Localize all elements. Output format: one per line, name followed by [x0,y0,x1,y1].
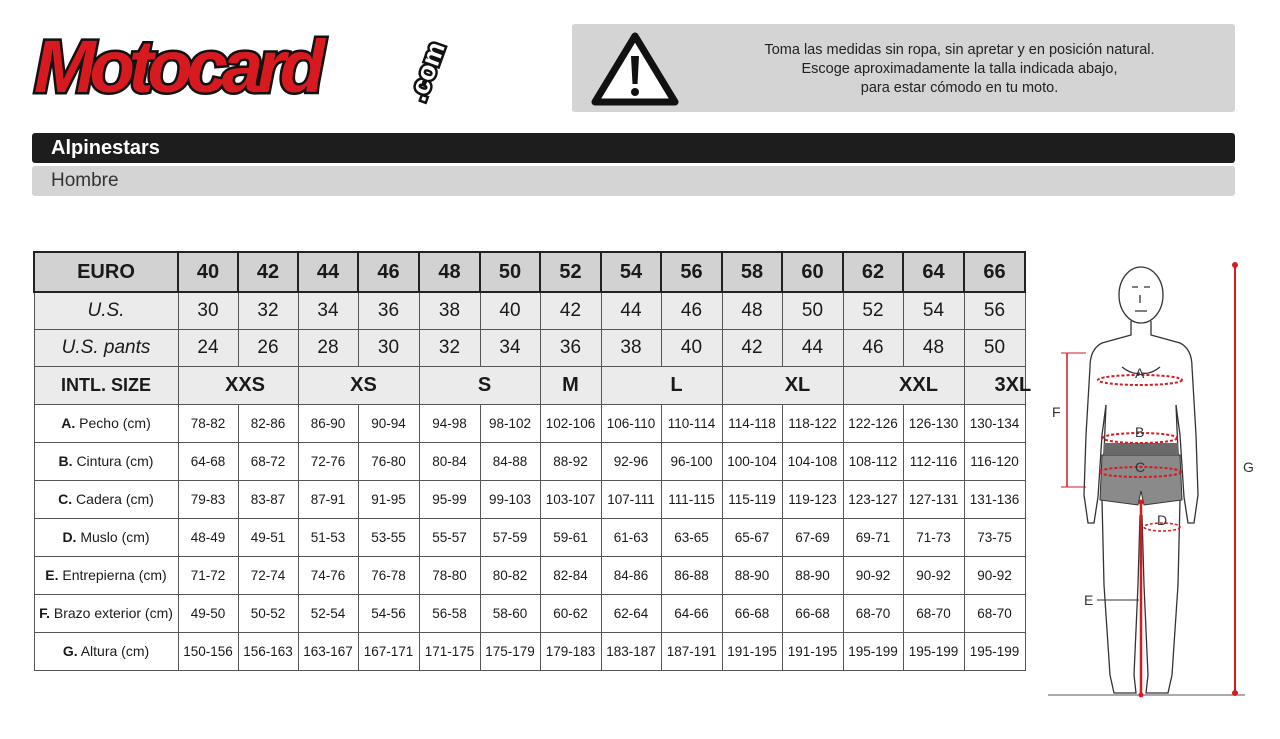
measurement-cell: 68-70 [843,594,903,632]
euro-cell: 52 [540,252,601,292]
measurement-cell: 57-59 [480,518,540,556]
measurement-cell: 96-100 [661,442,722,480]
measurement-cell: 79-83 [178,480,238,518]
us-cell: 42 [540,292,601,329]
row-label [34,594,178,632]
measurement-cell: 82-86 [238,404,298,442]
row-name: Pecho (cm) [79,415,151,431]
warning-icon [590,30,680,108]
measurement-cell: 76-80 [358,442,419,480]
measurement-cell: 195-199 [843,632,903,670]
measurement-cell: 103-107 [540,480,601,518]
us-cell: 54 [903,292,964,329]
measurement-cell: 150-156 [178,632,238,670]
size-chart-table [33,251,1032,671]
measurement-cell: 78-82 [178,404,238,442]
measurement-cell: 86-88 [661,556,722,594]
measurement-cell: 64-68 [178,442,238,480]
us-cell: 36 [358,292,419,329]
label-f: F [1052,404,1061,420]
intl-size-row [34,366,1025,404]
measurement-cell: 83-87 [238,480,298,518]
measurement-cell: 76-78 [358,556,419,594]
measurement-cell: 187-191 [661,632,722,670]
measurement-cell: 122-126 [843,404,903,442]
measurement-cell: 60-62 [540,594,601,632]
measurement-cell: 84-88 [480,442,540,480]
notice-line: Escoge aproximadamente la talla indicada abajo, [801,61,1118,77]
us-cell: 52 [843,292,903,329]
measurement-cell: 73-75 [964,518,1025,556]
measurement-cell: 50-52 [238,594,298,632]
measurement-cell: 98-102 [480,404,540,442]
row-label [34,480,178,518]
us-pants-cell: 40 [661,329,722,366]
measurement-row-arm [34,594,1025,632]
us-pants-cell: 50 [964,329,1025,366]
us-pants-cell: 24 [178,329,238,366]
us-cell: 38 [419,292,480,329]
measurement-cell: 65-67 [722,518,782,556]
measurement-cell: 48-49 [178,518,238,556]
measurement-cell: 131-136 [964,480,1025,518]
row-label: U.S. [34,292,178,329]
row-name: Brazo exterior (cm) [53,605,173,621]
euro-cell: 46 [358,252,419,292]
euro-cell: 42 [238,252,298,292]
us-cell: 44 [601,292,661,329]
measurement-cell: 171-175 [419,632,480,670]
measurement-cell: 110-114 [661,404,722,442]
notice-line: Toma las medidas sin ropa, sin apretar y en posición natural. [764,42,1155,58]
measurement-cell: 52-54 [298,594,358,632]
row-name: Muslo (cm) [80,529,150,545]
row-name: Entrepierna (cm) [62,567,167,583]
measurement-cell: 183-187 [601,632,661,670]
measurement-cell: 63-65 [661,518,722,556]
measurement-cell: 49-50 [178,594,238,632]
measurement-cell: 72-74 [238,556,298,594]
measurement-cell: 90-92 [903,556,964,594]
row-letter: B. [58,453,73,469]
measurement-cell: 167-171 [358,632,419,670]
measurement-cell: 55-57 [419,518,480,556]
measurement-cell: 92-96 [601,442,661,480]
euro-cell: 64 [903,252,964,292]
us-pants-cell: 26 [238,329,298,366]
us-cell: 34 [298,292,358,329]
us-pants-cell: 34 [480,329,540,366]
measurement-cell: 90-92 [964,556,1025,594]
measurement-cell: 104-108 [782,442,843,480]
euro-cell: 40 [178,252,238,292]
measurement-cell: 68-70 [903,594,964,632]
measurement-cell: 80-84 [419,442,480,480]
label-a: A [1135,365,1145,381]
measurement-cell: 88-92 [540,442,601,480]
us-pants-cell: 46 [843,329,903,366]
row-label [34,518,178,556]
measurement-row-chest [34,404,1025,442]
measurement-cell: 175-179 [480,632,540,670]
measurement-cell: 116-120 [964,442,1025,480]
measurement-cell: 51-53 [298,518,358,556]
euro-cell: 56 [661,252,722,292]
gender-subtitle: Hombre [32,166,1235,196]
euro-cell: 50 [480,252,540,292]
euro-cell: 60 [782,252,843,292]
measurement-cell: 59-61 [540,518,601,556]
row-label: INTL. SIZE [34,366,178,404]
measurement-cell: 119-123 [782,480,843,518]
label-c: C [1135,459,1146,475]
measurement-cell: 123-127 [843,480,903,518]
us-cell: 48 [722,292,782,329]
measurement-cell: 68-70 [964,594,1025,632]
us-row [34,292,1025,329]
us-pants-row [34,329,1025,366]
euro-cell: 48 [419,252,480,292]
measurement-cell: 69-71 [843,518,903,556]
measurement-cell: 72-76 [298,442,358,480]
us-pants-cell: 30 [358,329,419,366]
measurement-cell: 82-84 [540,556,601,594]
row-name: Cintura (cm) [76,453,154,469]
measurement-row-waist [34,442,1025,480]
us-cell: 50 [782,292,843,329]
intl-size-cell: XL [722,366,843,404]
intl-size-cell: XXL [843,366,964,404]
label-g: G [1243,459,1254,475]
measurement-cell: 195-199 [964,632,1025,670]
euro-row [34,252,1025,292]
measurement-cell: 118-122 [782,404,843,442]
intl-size-cell: 3XL [964,366,1025,404]
body-measurement-figure [1040,255,1280,705]
measurement-cell: 95-99 [419,480,480,518]
row-letter: G. [62,643,78,659]
measurement-cell: 53-55 [358,518,419,556]
row-letter: D. [62,529,77,545]
measurement-cell: 100-104 [722,442,782,480]
measurement-cell: 61-63 [601,518,661,556]
measurement-cell: 90-94 [358,404,419,442]
row-name: Altura (cm) [80,643,150,659]
measurement-cell: 179-183 [540,632,601,670]
measurement-cell: 56-58 [419,594,480,632]
row-label [34,556,178,594]
euro-cell: 54 [601,252,661,292]
measurement-cell: 108-112 [843,442,903,480]
us-pants-cell: 32 [419,329,480,366]
measurement-cell: 87-91 [298,480,358,518]
us-pants-cell: 48 [903,329,964,366]
measurement-cell: 94-98 [419,404,480,442]
measurement-cell: 68-72 [238,442,298,480]
us-pants-cell: 38 [601,329,661,366]
measurement-cell: 156-163 [238,632,298,670]
measurement-cell: 54-56 [358,594,419,632]
row-letter: E. [45,567,59,583]
row-label [34,442,178,480]
label-d: D [1157,512,1168,528]
label-e: E [1084,592,1094,608]
measurement-cell: 111-115 [661,480,722,518]
euro-cell: 66 [964,252,1025,292]
notice-text [712,41,1207,98]
us-cell: 32 [238,292,298,329]
measurement-cell: 78-80 [419,556,480,594]
measurement-cell: 90-92 [843,556,903,594]
measurement-cell: 66-68 [782,594,843,632]
measurement-cell: 64-66 [661,594,722,632]
measurement-cell: 71-72 [178,556,238,594]
measurement-cell: 58-60 [480,594,540,632]
measurement-cell: 86-90 [298,404,358,442]
measurement-cell: 112-116 [903,442,964,480]
brand-title: Alpinestars [32,133,1235,163]
row-label [34,404,178,442]
notice-line: para estar cómodo en tu moto. [860,80,1059,96]
intl-size-cell: S [419,366,540,404]
measurement-cell: 74-76 [298,556,358,594]
measurement-row-height [34,632,1025,670]
us-cell: 46 [661,292,722,329]
euro-cell: 62 [843,252,903,292]
logo-suffix: .com [401,37,451,105]
measurement-cell: 191-195 [722,632,782,670]
intl-size-cell: L [601,366,722,404]
measurement-cell: 49-51 [238,518,298,556]
measurement-cell: 191-195 [782,632,843,670]
measurement-cell: 84-86 [601,556,661,594]
us-cell: 40 [480,292,540,329]
measurement-cell: 195-199 [903,632,964,670]
measurement-cell: 130-134 [964,404,1025,442]
us-cell: 56 [964,292,1025,329]
motocard-logo [30,25,460,108]
logo-wordmark: Motocard [34,25,319,108]
euro-cell: 44 [298,252,358,292]
measurement-cell: 106-110 [601,404,661,442]
row-letter: C. [58,491,73,507]
measurement-cell: 99-103 [480,480,540,518]
label-b: B [1135,424,1145,440]
measurement-cell: 102-106 [540,404,601,442]
us-cell: 30 [178,292,238,329]
row-label: EURO [34,252,178,292]
us-pants-cell: 28 [298,329,358,366]
intl-size-cell: XXS [178,366,298,404]
measurement-cell: 66-68 [722,594,782,632]
measurement-cell: 62-64 [601,594,661,632]
euro-cell: 58 [722,252,782,292]
row-letter: F. [39,605,50,621]
measurement-row-inseam [34,556,1025,594]
waistband [1104,443,1178,455]
measurement-cell: 127-131 [903,480,964,518]
us-pants-cell: 44 [782,329,843,366]
row-name: Cadera (cm) [76,491,154,507]
measurement-cell: 115-119 [722,480,782,518]
measurement-row-hip [34,480,1025,518]
measurement-cell: 91-95 [358,480,419,518]
measurement-row-thigh [34,518,1025,556]
measurement-cell: 163-167 [298,632,358,670]
row-label [34,632,178,670]
row-label: U.S. pants [34,329,178,366]
measurement-cell: 67-69 [782,518,843,556]
intl-size-cell: XS [298,366,419,404]
measurement-cell: 126-130 [903,404,964,442]
measurement-cell: 80-82 [480,556,540,594]
measurement-cell: 71-73 [903,518,964,556]
us-pants-cell: 42 [722,329,782,366]
measurement-cell: 107-111 [601,480,661,518]
measurement-cell: 88-90 [722,556,782,594]
row-letter: A. [61,415,76,431]
measurement-notice [572,24,1235,112]
measurement-cell: 88-90 [782,556,843,594]
intl-size-cell: M [540,366,601,404]
us-pants-cell: 36 [540,329,601,366]
measurement-cell: 114-118 [722,404,782,442]
